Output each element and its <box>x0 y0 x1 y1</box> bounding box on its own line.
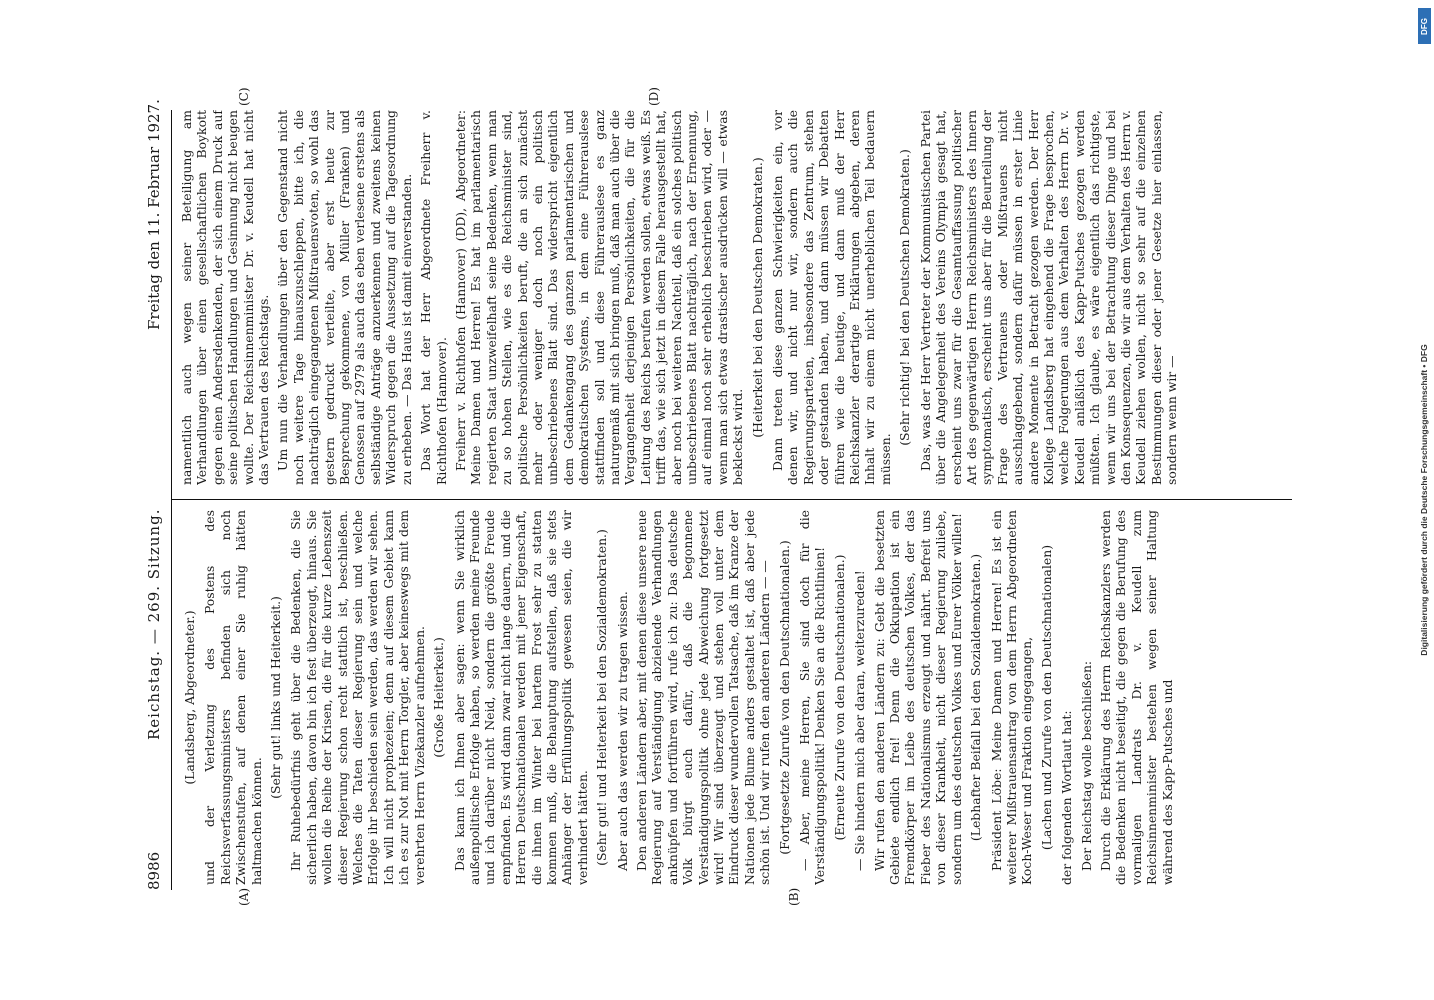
paragraph: — Aber, meine Herren, Sie sind doch für die Verständigungspolitik! Denken Sie an die Richtlinien! <box>797 510 828 885</box>
column-divider <box>171 499 1292 500</box>
paragraph: Wir rufen den anderen Ländern zu: Gebt die besetzten Gebiete endlich frei! Denn die Okkupation ist ein Fremdkörper im Leibe des deutschen Volkes, der das Fieber des Nationalismus erzeugt und nährt. Befreit uns von dieser Krankheit, nicht dieser Regierung zuliebe, sondern um des deutschen Volkes und Eurer Völker willen! <box>871 510 964 885</box>
header-session-title: Reichstag. — 269. Sitzung. <box>145 508 163 740</box>
paragraph: Durch die Erklärung des Herrn Reichskanzlers werden die Bedenken nicht beseitigt, die gegen die Berufung des vormaligen Landrats Dr. v. Keudell zum Reichsinnenminister bestehen wegen seiner Haltung während des Kapp-Putsches und <box>1097 510 1175 885</box>
stage-direction: (Sehr gut! links und Heiterkeit.) <box>268 596 284 799</box>
paragraph: Freiherr v. Richthofen (Hannover) (DD), Abgeordneter: Meine Damen und Herren! Es hat im parlamentarisch regierten Staat unzweifelhaft seine Bedenken, wenn man zu so hohen Stellen, wie es die Reichsminister sind, politische Persönlichkeiten beruft, die an sich zunächst mehr oder weniger doch noch ein politisch unbeschriebenes Blatt sind. Das widerspricht eigentlich dem Gedankengang des ganzen parlamentarischen und demokratischen Systems, in dem eine Führerauslese stattfinden soll und diese Führerauslese es ganz naturgemäß mit sich bringen muß, daß man auch über die Vergangenheit derjenigen Persönlichkeiten, die für die Leitung des Reichs berufen werden sollen, etwas weiß. Es trifft das, wie sich jetzt in diesem Falle herausgestellt hat, aber noch bei weiteren Nachteil, daß ein solches politisch unbeschriebenes Blatt nachträglich, nach der Ernennung, auf einmal noch sehr erheblich beschrieben wird, oder — wenn man sich etwas drastischer ausdrücken will — etwas bekleckst wird. <box>452 110 746 485</box>
paragraph: Präsident Löbe: Meine Damen und Herren! Es ist ein weiterer Mißtrauensantrag von dem Herrn Abgeordneten Koch-Weser und Fraktion eingegangen, <box>988 510 1035 885</box>
paragraph: Der Reichstag wolle beschließen: <box>1078 660 1094 871</box>
dfg-logo-text: DFG <box>1420 17 1430 35</box>
paragraph: Ihr Ruhebedürfnis geht über die Bedenken, die Sie sicherlich haben, davon bin ich fest überzeugt, hinaus. Sie wollen die Reihe der Krisen, die für die kurze Lebenszeit dieser Regierung schon recht stattlich ist, beschließen. Welches die Taten dieser Regierung sein und welche Erfolge ihr beschieden sein werden, das werden wir sehen. Ich will nicht prophezeien; denn auf diesem Gebiet kann ich es zur Not mit Herrn Torgler, aber keineswegs mit dem verehrten Herrn Vizekanzler aufnehmen. <box>288 510 427 885</box>
stage-direction: (Landsberg, Abgeordneter.) <box>182 610 197 785</box>
stage-direction: (Große Heiterkeit.) <box>431 637 447 758</box>
digitization-credit: Digitalisierung gefördert durch die Deutsche Forschungsgemeinschaft • DFG <box>1419 344 1429 656</box>
paragraph: namentlich auch wegen seiner Beteiligung am Verhandlungen über einen gesellschaftlichen Boykott gegen einen Andersdenkenden, der sich einem Druck auf seine politischen Handlungen und Gesinnung nicht beugen wollte. Der Reichsinnenminister Dr. v. Keudell hat nicht das Vertrauen des Reichstags. <box>179 110 272 485</box>
margin-marker-b: (B) <box>787 887 801 906</box>
document-page <box>127 87 1307 910</box>
paragraph: Aber auch das werden wir zu tragen wissen. <box>614 591 630 871</box>
stage-direction: (Heiterkeit bei den Deutschen Demokraten.) <box>749 157 765 438</box>
page-header <box>145 99 167 890</box>
stage-direction: (Sehr gut! und Heiterkeit bei den Sozialdemokraten.) <box>594 529 610 866</box>
paragraph: Das kann ich Ihnen aber sagen: wenn Sie wirklich außenpolitische Erfolge haben, so werden meine Freunde und ich darüber nicht Neid, sondern die größte Freude empfinden. Es wird dann zwar nicht lange dauern, und die Herren Deutschnationalen werden mit jener Eigenschaft, die ihnen im Winter bei hartem Frost sehr zu statten kommen muß, die Behauptung aufstellen, daß sie stets Anhänger der Erfüllungspolitik gewesen seien, die wir verhindert hätten. <box>451 510 590 885</box>
paragraph: Das, was der Herr Vertreter der Kommunistischen Partei über die Angelegenheit des Vereins Olympia gesagt hat, erscheint uns zwar für die Gesamtauffassung politischer Art des gegenwärtigen Herrn Reichsministers des Innern symptomatisch, erscheint uns aber für die Beurteilung der Frage des Vertrauens oder Mißtrauens nicht ausschlaggebend, sondern dafür müssen in erster Linie andere Momente in Betracht gezogen werden. Der Herr Kollege Landsberg hat eingehend die Frage besprochen, welche Folgerungen aus dem Verhalten des Herrn Dr. v. Keudell anläßlich des Kapp-Putsches gezogen werden müßten. Ich glaube, es wäre eigentlich das richtigste, wenn wir uns bei der Betrachtung dieser Dinge und bei den Konsequenzen, die wir aus dem Verhalten des Herrn v. Keudell ziehen wollen, nicht so sehr auf die einzelnen Bestimmungen dieser oder jener Gesetze hier einlassen, sondern wenn wir — <box>917 110 1180 485</box>
paragraph: der folgenden Wortlaut hat: <box>1059 710 1075 885</box>
stage-direction: (Fortgesetzte Zurufe von den Deutschnationalen.) <box>776 540 792 855</box>
margin-marker-a: (A) <box>237 887 251 906</box>
page-number: 8986 <box>145 851 163 890</box>
margin-marker-c: (C) <box>237 87 251 106</box>
stage-direction: (Sehr richtig! bei den Deutschen Demokraten.) <box>897 149 913 446</box>
paragraph: — Sie hindern mich aber daran, weiterzureden! <box>852 570 868 871</box>
stage-direction: (Erneute Zurufe von den Deutschnationalen.) <box>831 554 847 841</box>
paragraph: Das Wort hat der Herr Abgeordnete Freiherr v. Richthofen (Hannover). <box>418 110 449 485</box>
paragraph: Um nun die Verhandlungen über den Gegenstand nicht noch weitere Tage hinauszuschleppen, bitte ich, die nachträglich eingegangenen Mißtrauensvoten, so wohl das gestern gedruckt verteilte, aber erst heute zur Besprechung gekommene, von Müller (Franken) und Genossen auf 2979 als auch das eben verlesene erstens als selbständige Anträge anzuerkennen und zweitens keinen Widerspruch gegen die Aussetzung auf die Tagesordnung zu erheben. — Das Haus ist damit einverstanden. <box>275 110 414 485</box>
paragraph: Dann treten diese ganzen Schwierigkeiten ein, vor denen wir, und nicht nur wir, sondern auch die Regierungsparteien, insbesondere das Zentrum, stehen oder gestanden haben, und dann müssen wir Debatten führen wie die heutige, und dann muß der Herr Reichskanzler derartige Erklärungen abgeben, deren Inhalt wir zu einem nicht unerheblichen Teil bedauern müssen. <box>770 110 893 485</box>
header-rule <box>171 110 172 890</box>
stage-direction: (Lebhafter Beifall bei den Sozialdemokraten.) <box>968 553 984 842</box>
left-text-column <box>179 510 1292 885</box>
stage-direction: (Lachen und Zurufe von den Deutschnationalen) <box>1038 544 1054 851</box>
right-text-column <box>179 110 1292 485</box>
margin-marker-d: (D) <box>647 87 661 106</box>
dfg-logo <box>1418 8 1431 44</box>
paragraph: Den anderen Ländern aber, mit denen diese unsere neue Regierung auf Verständigung abzielende Verhandlungen anknüpfen und fortführen wird, rufe ich zu: Das deutsche Volk bürgt euch dafür, daß die begonnene Verständigungspolitik ohne jede Abweichung fortgesetzt wird! Wir sind überzeugt und stehen voll unter dem Eindruck dieser wundervollen Tatsache, daß im Kranze der Nationen jede Blume anders gestaltet ist, daß aber jede schön ist. Und wir rufen den anderen Ländern — — <box>633 510 773 885</box>
paragraph: und der Verletzung des Postens des Reichsverfassungsministers befinden sich noch Zwischenstufen, auf denen einer Sie ruhig hätten haltmachen können. <box>202 510 264 885</box>
header-date: Freitag den 11. Februar 1927. <box>145 99 163 330</box>
